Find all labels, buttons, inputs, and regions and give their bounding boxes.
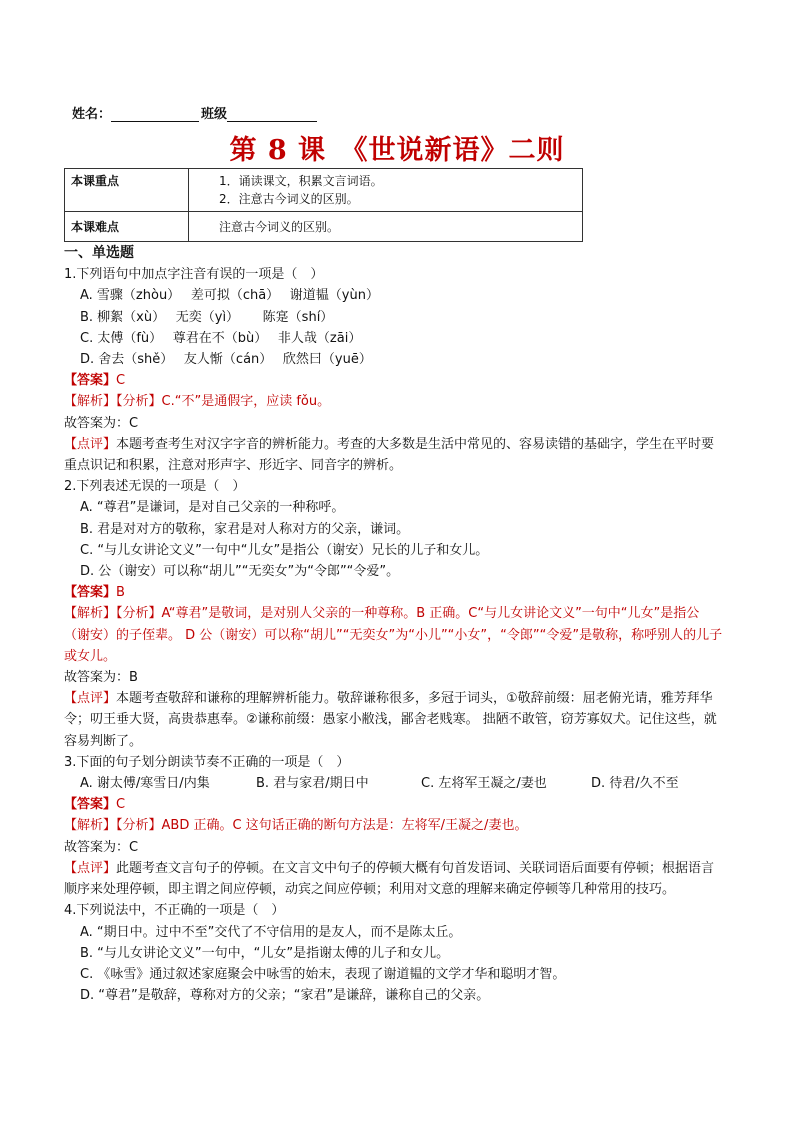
focus-content [189,169,583,212]
q4-option-a: A. “期日中。过中不至”交代了不守信用的是友人，而不是陈太丘。 [80,924,462,940]
q2-stem: 2.下列表述无误的一项是（ ） [64,479,246,495]
class-blank[interactable] [227,107,317,122]
q3-option-d: D. 待君/久不至 [591,776,679,792]
difficulty-row [65,212,583,242]
q4-option-c: C. 《咏雪》通过叙述家庭聚会中咏雪的始末，表现了谢道韫的文学才华和聪明才智。 [80,966,566,982]
q3-answer-value: C [116,797,126,813]
q1-conclusion: 故答案为：C [64,415,139,431]
q2-comment [64,688,724,752]
q1-analysis [64,391,724,412]
q1-option-a: A. 雪骤（zhòu） 差可拟（chā） 谢道韫（yùn） [80,288,379,304]
q4-option-d: D. “尊君”是敬辞，尊称对方的父亲；“家君”是谦辞，谦称自己的父亲。 [80,988,490,1004]
q1-option-b: B. 柳絮（xù） 无奕（yì） 陈寔（shí） [80,309,334,325]
q3-conclusion: 故答案为：C [64,839,139,855]
focus-item-1: 1．诵读课文，积累文言词语。 [219,174,383,188]
focus-item-2: 2．注意古今词义的区别。 [219,192,359,206]
answer-label: 【答案】 [64,797,117,813]
q3-comment-text: 此题考查文言句子的停顿。在文言文中句子的停顿大概有句首发语词、关联词语后面要有停顿；根据语言顺序来处理停顿，即主谓之间应停顿，动宾之间应停顿；利用对文意的理解来确定停顿等几种常用的技巧。 [64,860,715,898]
q1-option-c: C. 太傅（fù） 尊君在不（bù） 非人哉（zāi） [80,330,362,346]
name-blank[interactable] [111,107,199,122]
q1-analysis-text: C.“不”是通假字，应读 fǒu。 [161,394,331,410]
q1-answer-value: C [116,373,126,389]
class-label: 班级 [201,107,228,122]
q2-answer [64,582,724,603]
q3-answer [64,794,724,815]
q2-option-c: C. “与儿女讲论文义”一句中“儿女”是指公（谢安）兄长的儿子和女儿。 [80,542,489,558]
q1-stem: 1.下列语句中加点字注音有误的一项是（ ） [64,267,324,283]
analysis-label: 【解析】【分析】 [64,606,162,622]
analysis-label: 【解析】【分析】 [64,394,162,410]
q3-options [64,773,724,794]
q4-stem: 4.下列说法中，不正确的一项是（ ） [64,903,285,919]
comment-label: 【点评】 [64,860,117,876]
answer-label: 【答案】 [64,373,117,389]
q2-option-b: B. 君是对对方的敬称，家君是对人称对方的父亲，谦词。 [80,521,410,537]
q3-comment [64,858,724,900]
q2-option-a: A. “尊君”是谦词，是对自己父亲的一种称呼。 [80,500,345,516]
q3-option-c: C. 左将军王凝之/妻也 [421,776,547,792]
q2-analysis [64,603,724,667]
q1-option-d: D. 舍去（shě） 友人惭（cán） 欣然曰（yuē） [80,352,372,368]
comment-label: 【点评】 [64,436,117,452]
q1-answer [64,370,724,391]
q2-answer-value: B [116,585,125,601]
section-title: 一、单选题 [64,245,134,261]
name-label: 姓名： [72,107,112,122]
q3-option-b: B. 君与家君/期日中 [256,776,369,792]
comment-label: 【点评】 [64,691,117,707]
question-list [64,243,724,1006]
student-info-line [72,103,317,122]
analysis-label: 【解析】【分析】 [64,818,162,834]
q4-option-b: B. “与儿女讲论文义”一句中，“儿女”是指谢太傅的儿子和女儿。 [80,945,450,961]
q3-stem: 3.下面的句子划分朗读节奏不正确的一项是（ ） [64,754,350,770]
difficulty-label: 本课难点 [65,212,189,242]
difficulty-content: 注意古今词义的区别。 [189,212,583,242]
focus-label: 本课重点 [65,169,189,212]
keypoints-table [64,168,583,242]
q2-analysis-text: A“尊君”是敬词，是对别人父亲的一种尊称。B 正确。C“与儿女讲论文义”一句中“儿女”是指公（谢安）的子侄辈。 D 公（谢安）可以称“胡儿”“无奕女”为“小儿”“小女”，“令郎”“令爱”是敬称，称呼别人的儿子或女儿。 [64,606,723,664]
focus-row [65,169,583,212]
q3-analysis-text: ABD 正确。C 这句话正确的断句方法是：左将军/王凝之/妻也。 [161,818,528,834]
q3-option-a: A. 谢太傅/寒雪日/内集 [80,776,210,792]
q2-option-d: D. 公（谢安）可以称“胡儿”“无奕女”为“令郎”“令爱”。 [80,564,400,580]
q1-comment-text: 本题考查考生对汉字字音的辨析能力。考查的大多数是生活中常见的、容易读错的基础字，学生在平时要重点识记和积累，注意对形声字、形近字、同音字的辨析。 [64,436,715,474]
q2-comment-text: 本题考查敬辞和谦称的理解辨析能力。敬辞谦称很多，多冠于词头，①敬辞前缀：屈老俯光请，雅芳拜华令；叨王垂大贤，高贵恭惠奉。②谦称前缀：愚家小敝浅，鄙舍老贱寒。 拙陋不敢管，窃芳寡奴犬。记住这些，就容易判断了。 [64,691,717,749]
lesson-title: 第 8 课 《世说新语》二则 [229,135,565,166]
q1-comment [64,434,724,476]
q3-analysis [64,815,724,836]
answer-label: 【答案】 [64,585,117,601]
q2-conclusion: 故答案为：B [64,670,138,686]
